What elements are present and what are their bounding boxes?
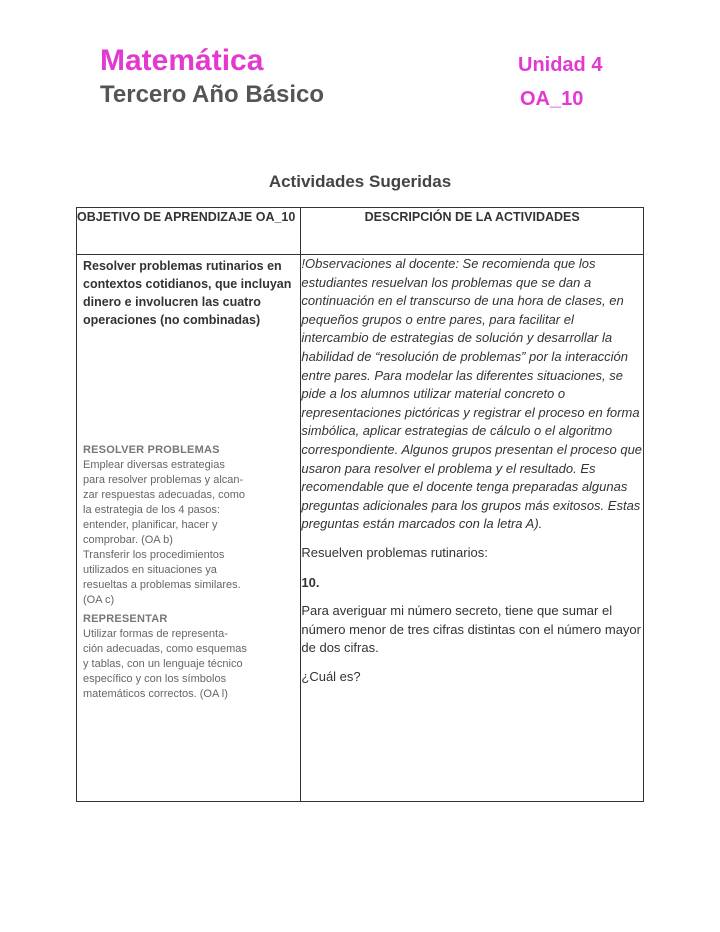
table-header-row (77, 208, 644, 255)
skill-line: específico y con los símbolos (83, 673, 227, 685)
skill-line: entender, planificar, hacer y (83, 519, 218, 531)
skill-line: Emplear diversas estrategias (83, 459, 225, 471)
header-left (100, 44, 324, 110)
skill-line: y tablas, con un lenguaje técnico (83, 658, 243, 670)
objective-text: Resolver problemas rutinarios en contextos cotidianos, que incluyan dinero e involucren las cuatro operaciones (no combinadas) (83, 259, 292, 327)
skill-line: zar respuestas adecuadas, como (83, 489, 246, 501)
skill-line: ción adecuadas, como esquemas (83, 643, 247, 655)
table-body-row (77, 255, 644, 802)
skill-title: RESOLVER PROBLEMAS (83, 444, 220, 456)
objective-header: OBJETIVO DE APRENDIZAJE OA_10 (77, 208, 301, 255)
skill-line: Transferir los procedimientos (83, 549, 225, 561)
section-title: Actividades Sugeridas (268, 172, 452, 191)
problem-number: 10. (301, 574, 320, 590)
problem-text: Para averiguar mi número secreto, tiene que sumar el número menor de tres cifras distintas con el número mayor de dos cifras. (301, 603, 641, 656)
activity-intro: Resuelven problemas rutinarios: (301, 544, 488, 560)
description-cell (301, 255, 644, 802)
oa-label: OA_10 (520, 88, 584, 110)
page-subtitle: Tercero Año Básico (100, 81, 325, 108)
activities-table (76, 207, 644, 802)
objective-cell (77, 255, 301, 802)
teacher-observation: !Observaciones al docente: Se recomienda que los estudiantes resuelvan los problemas que se dan a continuación en el transcurso de una hora de clases, en pequeños grupos o entre pares, para facilitar el intercambio de estrategias de solución y desarrollar la habilidad de “resolución de problemas” por la interacción entre pares. Para modelar las diferentes situaciones, se pide a los alumnos utilizar material concreto o representaciones pictóricas y registrar el proceso en forma simbólica, aplicar estrategias de cálculo o el algoritmo correspondiente. Algunos grupos presentan el proceso que usaron para resolver el problema y el resultado. Es recomendable que el docente tenga preparadas algunas preguntas adicionales para los grupos más exitosos. Estas preguntas están marcados con la letra A). (301, 256, 643, 532)
unit-label: Unidad 4 (518, 54, 603, 76)
skill-line: resueltas a problemas similares. (83, 579, 241, 591)
skill-line: utilizados en situaciones ya (83, 564, 217, 576)
skill-line: (OA c) (83, 594, 115, 606)
header-right (518, 52, 602, 112)
skill-title: REPRESENTAR (83, 613, 168, 625)
description-header: DESCRIPCIÓN DE LA ACTIVIDADES (301, 208, 644, 255)
skill-line: Utilizar formas de representa- (83, 628, 228, 640)
skills-block (83, 443, 295, 702)
skill-line: para resolver problemas y alcan- (83, 474, 244, 486)
problem-question: ¿Cuál es? (301, 668, 361, 684)
skill-line: comprobar. (OA b) (83, 534, 173, 546)
skill-line: la estrategia de los 4 pasos: (83, 504, 220, 516)
skill-line: matemáticos correctos. (OA l) (83, 688, 228, 700)
page-title: Matemática (100, 44, 264, 77)
